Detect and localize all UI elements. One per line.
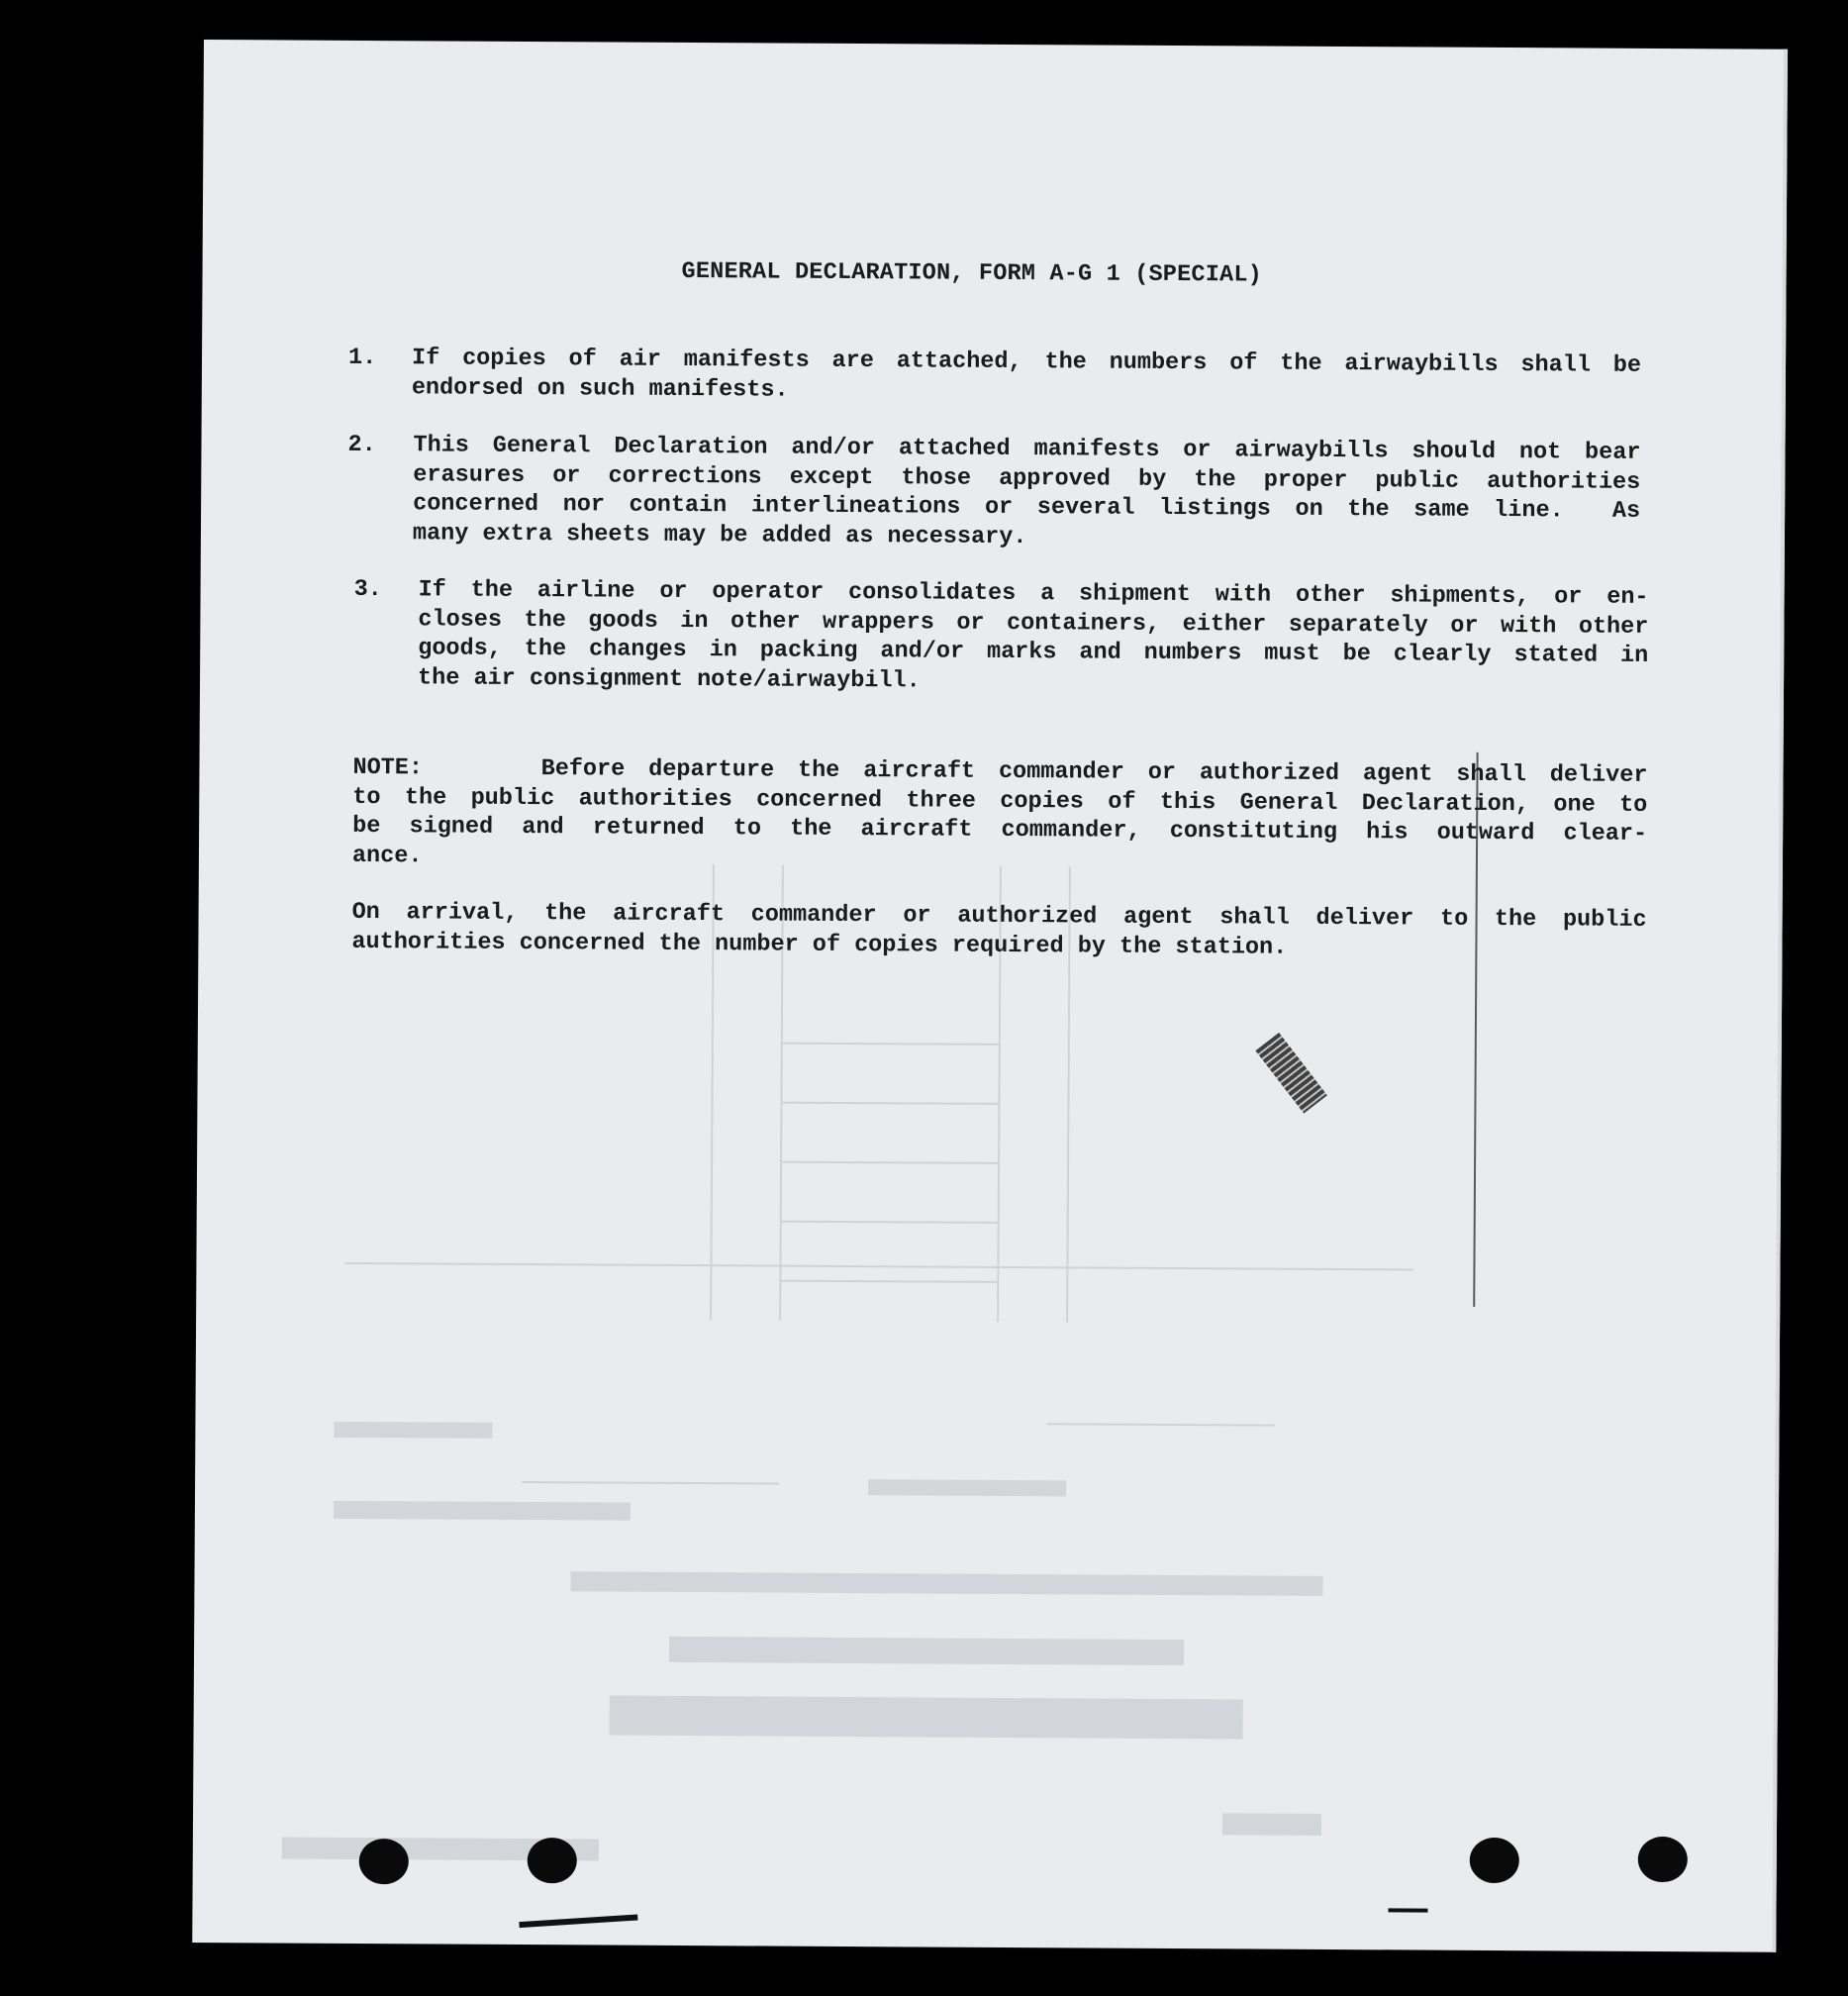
arrival-line: authorities concerned the number of copies required by the station. [351,928,1288,961]
page-edge [1772,50,1788,1952]
item-2-number: 2. [347,431,376,459]
punch-hole [1638,1837,1688,1882]
arrival-line: On arrival, the aircraft commander or authorized agent shall deliver to the public [351,898,1647,934]
item-2-line: concerned nor contain interlineations or several listings on the same line. As [413,490,1641,525]
torn-edge [1388,1908,1427,1912]
punch-hole [359,1839,409,1884]
note-line: ance. [351,842,423,869]
punch-hole [528,1838,577,1883]
item-1-line: If copies of air manifests are attached, the numbers of the airwaybills shall be [411,345,1642,379]
bleed-through-marks [192,40,1788,1952]
document-title: GENERAL DECLARATION, FORM A-G 1 (SPECIAL) [681,257,1263,289]
item-3-line: closes the goods in other wrappers or containers, either separately or with other [418,605,1649,641]
item-2-line: many extra sheets may be added as necessary. [412,519,1027,550]
stamp-mark [1255,1033,1327,1114]
note-line: NOTE: Before departure the aircraft commander or authorized agent shall deliver [352,753,1648,789]
item-2-line: erasures or corrections except those approved by the proper public authorities [413,460,1641,496]
arrival-paragraph [351,898,1646,964]
item-3-number: 3. [353,575,382,604]
note-paragraph [352,753,1648,878]
item-3-text [418,575,1649,700]
item-3-line: If the airline or operator consolidates a shipment with other shipments, or en- [418,576,1649,611]
item-2-text [413,431,1641,555]
item-1-line: endorsed on such manifests. [411,373,789,404]
torn-edge [519,1915,637,1929]
item-1-text [412,344,1641,410]
note-line: be signed and returned to the aircraft commander, constituting his outward clear- [352,812,1648,848]
note-line: to the public authorities concerned three copies of this General Declaration, one to [352,783,1648,819]
document-page [192,40,1788,1952]
item-3-line: the air consignment note/airwaybill. [417,663,921,694]
punch-hole [1470,1838,1519,1883]
item-2-line: This General Declaration and/or attached manifests or airwaybills should not bear [413,432,1641,466]
item-3-line: goods, the changes in packing and/or marks and numbers must be clearly stated in [418,635,1649,669]
item-1-number: 1. [347,344,377,372]
